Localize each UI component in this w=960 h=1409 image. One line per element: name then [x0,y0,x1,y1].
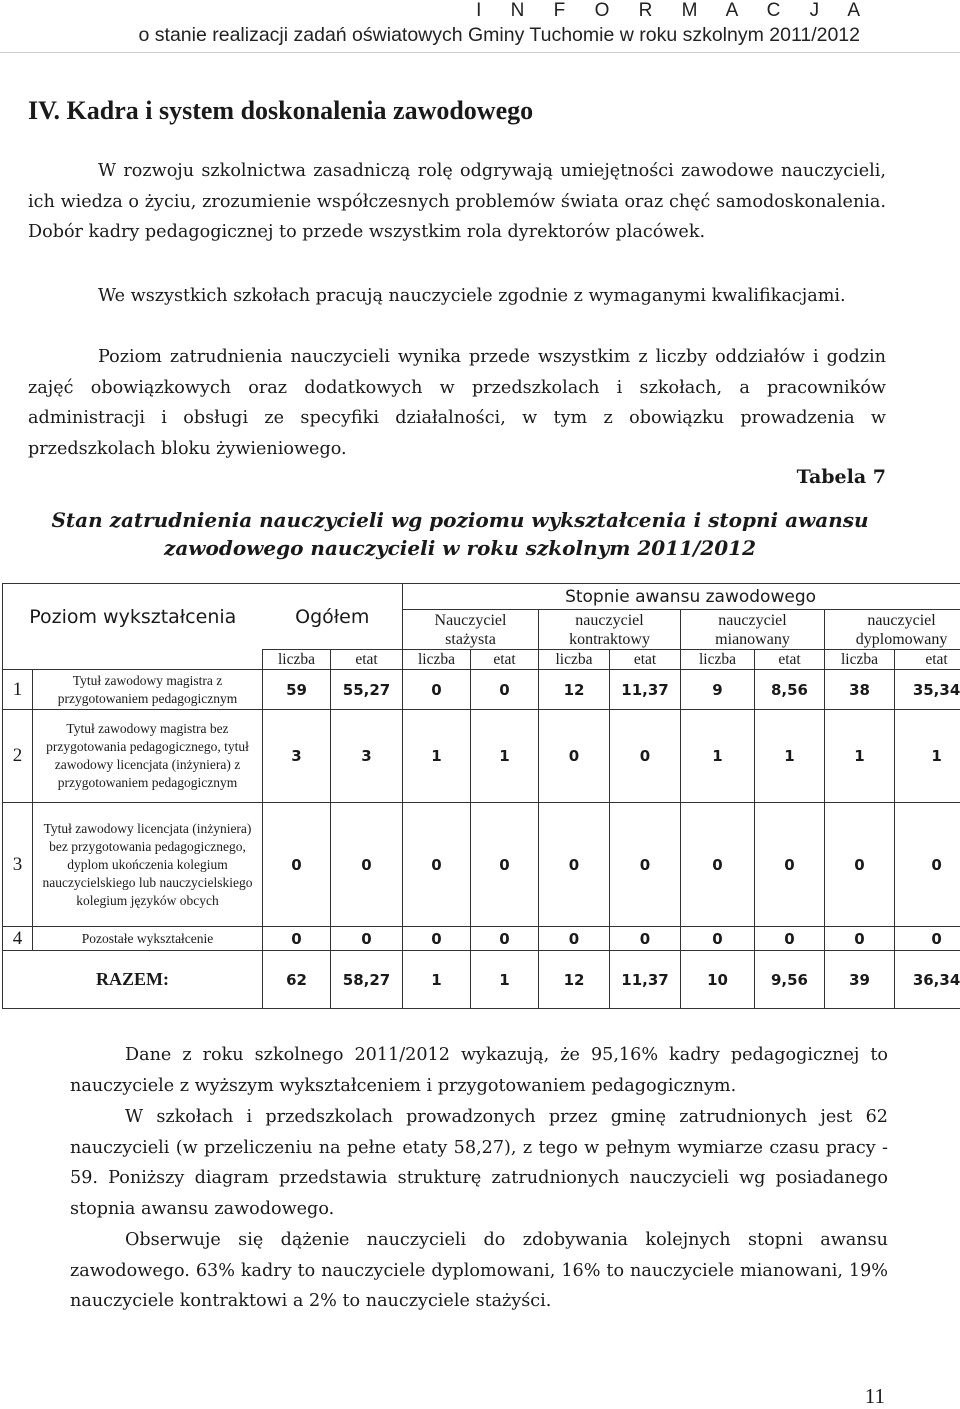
cell-value: 11,37 [610,670,681,710]
sub-count: liczba [539,650,610,670]
cell-value: 1 [825,710,895,803]
cell-value: 1 [403,710,471,803]
summary-paragraph-3: Obserwuje się dążenie nauczycieli do zdobywania kolejnych stopni awansu zawodowego. 63% kadry to nauczyciele dyplomowani, 16% to nauczyciele mianowani, 19% nauczyciele kontraktowi a 2% to nauczyciele stażyści. [70,1225,888,1317]
row-number: 2 [3,710,33,803]
cell-value: 0 [539,803,610,927]
header-rank-trainee: Nauczyciel stażysta [403,610,539,650]
cell-value: 0 [263,803,331,927]
page-number: 11 [865,1384,885,1409]
table-row [3,710,960,803]
page-header [139,0,860,48]
intro-paragraph-2: We wszystkich szkołach pracują nauczyciele zgodnie z wymaganymi kwalifikacjami. [28,281,886,312]
cell-value: 0 [610,710,681,803]
row-label: Pozostałe wykształcenie [33,927,263,951]
cell-value: 38 [825,670,895,710]
sub-etat: etat [331,650,403,670]
header-rank-certified: nauczyciel dyplomowany [825,610,960,650]
cell-value: 0 [681,803,755,927]
table-row [3,670,960,710]
cell-value: 0 [471,670,539,710]
cell-value: 0 [331,803,403,927]
header-ranks: Stopnie awansu zawodowego [403,584,960,610]
sub-etat: etat [755,650,825,670]
total-value: 36,34 [895,951,960,1009]
cell-value: 0 [895,927,960,951]
cell-value: 1 [471,710,539,803]
cell-value: 1 [895,710,960,803]
cell-value: 0 [610,803,681,927]
cell-value: 0 [825,927,895,951]
row-label: Tytuł zawodowy magistra z przygotowaniem pedagogicznym [33,670,263,710]
staff-table [2,583,960,1009]
header-subtitle: o stanie realizacji zadań oświatowych Gminy Tuchomie w roku szkolnym 2011/2012 [139,22,860,48]
intro-paragraph-1: W rozwoju szkolnictwa zasadniczą rolę odgrywają umiejętności zawodowe nauczycieli, ich wiedza o życiu, zrozumienie współczesnych problemów świata oraz chęć samodoskonalenia. Dobór kadry pedagogicznej to przede wszystkim rola dyrektorów placówek. [28,156,886,248]
cell-value: 0 [263,927,331,951]
total-value: 12 [539,951,610,1009]
sub-count: liczba [263,650,331,670]
cell-value: 0 [610,927,681,951]
cell-value: 0 [755,803,825,927]
caption-line-1: Stan zatrudnienia nauczycieli wg poziomu wykształcenia i stopni awansu [0,506,920,534]
cell-value: 0 [471,803,539,927]
intro-paragraph-3: Poziom zatrudnienia nauczycieli wynika przede wszystkim z liczby oddziałów i godzin zajęć obowiązkowych oraz dodatkowych w przedszkolach i szkołach, a pracowników administracji i obsługi ze specyfiki działalności, w tym z obowiązku prowadzenia w przedszkolach bloku żywieniowego. [28,342,886,464]
section-title: IV. Kadra i system doskonalenia zawodowego [28,96,533,126]
sub-etat: etat [610,650,681,670]
cell-value: 8,56 [755,670,825,710]
total-value: 58,27 [331,951,403,1009]
cell-value: 0 [825,803,895,927]
sub-count: liczba [403,650,471,670]
sub-etat: etat [471,650,539,670]
cell-value: 0 [895,803,960,927]
total-label: RAZEM: [3,951,263,1009]
row-number: 3 [3,803,33,927]
total-value: 1 [471,951,539,1009]
table-caption [0,506,920,562]
sub-count: liczba [681,650,755,670]
sub-count: liczba [825,650,895,670]
caption-line-2: zawodowego nauczycieli w roku szkolnym 2011/2012 [0,534,920,562]
table-row [3,803,960,927]
total-value: 62 [263,951,331,1009]
cell-value: 0 [403,803,471,927]
cell-value: 0 [539,927,610,951]
cell-value: 55,27 [331,670,403,710]
cell-value: 35,34 [895,670,960,710]
cell-value: 0 [471,927,539,951]
row-number: 4 [3,927,33,951]
cell-value: 1 [681,710,755,803]
header-title: I N F O R M A C J A [139,0,872,22]
header-level: Poziom wykształcenia [3,584,263,650]
total-value: 1 [403,951,471,1009]
row-label: Tytuł zawodowy licencjata (inżyniera) bez przygotowania pedagogicznego, dyplom ukończenia kolegium nauczycielskiego lub nauczycielskiego kolegium języków obcych [33,803,263,927]
summary-paragraph-2: W szkołach i przedszkolach prowadzonych przez gminę zatrudnionych jest 62 nauczycieli (w przeliczeniu na pełne etaty 58,27), z tego w pełnym wymiarze czasu pracy - 59. Poniższy diagram przedstawia strukturę zatrudnionych nauczycieli wg posiadanego stopnia awansu zawodowego. [70,1102,888,1224]
total-value: 39 [825,951,895,1009]
summary-paragraph-1: Dane z roku szkolnego 2011/2012 wykazują, że 95,16% kadry pedagogicznej to nauczyciele z wyższym wykształceniem i przygotowaniem pedagogicznym. [70,1040,888,1101]
row-number: 1 [3,670,33,710]
cell-value: 12 [539,670,610,710]
table-row [3,927,960,951]
total-value: 11,37 [610,951,681,1009]
cell-value: 59 [263,670,331,710]
row-label: Tytuł zawodowy magistra bez przygotowania pedagogicznego, tytuł zawodowy licencjata (inżyniera) z przygotowaniem pedagogicznym [33,710,263,803]
cell-value: 3 [263,710,331,803]
header-rank-appointed: nauczyciel mianowany [681,610,825,650]
cell-value: 0 [755,927,825,951]
cell-value: 0 [403,927,471,951]
header-divider [0,52,960,53]
header-blank [3,650,263,670]
total-value: 9,56 [755,951,825,1009]
table-label: Tabela 7 [797,466,886,488]
header-rank-contract: nauczyciel kontraktowy [539,610,681,650]
cell-value: 0 [331,927,403,951]
cell-value: 3 [331,710,403,803]
cell-value: 9 [681,670,755,710]
cell-value: 0 [403,670,471,710]
header-total: Ogółem [263,584,403,650]
cell-value: 0 [681,927,755,951]
cell-value: 1 [755,710,825,803]
total-row [3,951,960,1009]
sub-etat: etat [895,650,960,670]
total-value: 10 [681,951,755,1009]
cell-value: 0 [539,710,610,803]
